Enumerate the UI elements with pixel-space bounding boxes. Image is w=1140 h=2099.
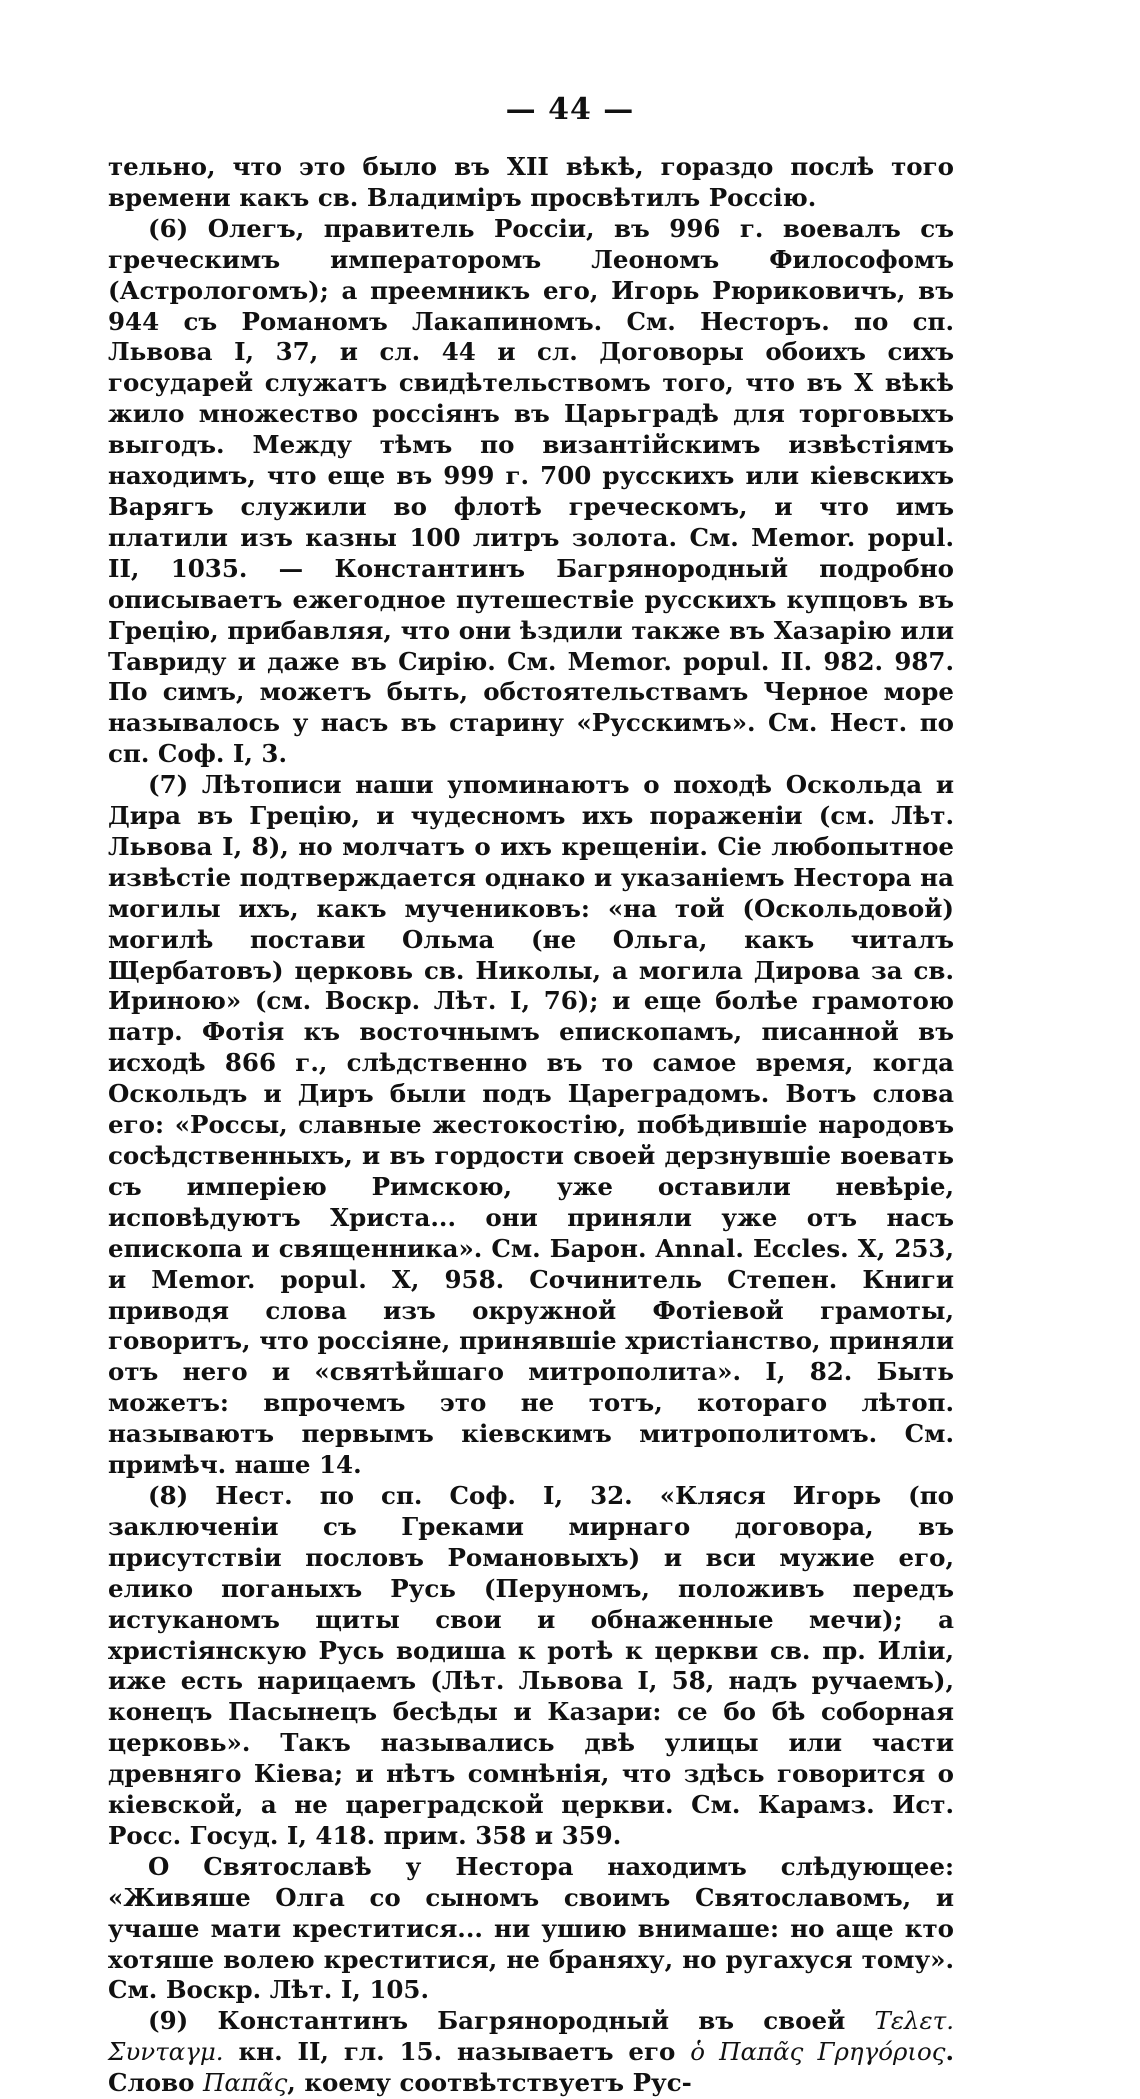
greek-word: Παπᾶς bbox=[203, 2068, 288, 2098]
paragraph-svyatoslav: О Святославѣ у Нестора находимъ слѣдующее: «Живяше Олга со сыномъ своимъ Святославомъ, и учаше мати креститися... ни ушию внимаше: но аще кто хотяше волею креститися, не браняху, но ругахуся тому». См. Воскр. Лѣт. I, 105. bbox=[108, 1851, 954, 2005]
text-body bbox=[108, 152, 954, 2099]
footnote-9-text-1: (9) Константинъ Багрянородный въ своей bbox=[148, 2006, 875, 2036]
page-number: — 44 — bbox=[505, 92, 635, 127]
footnote-9-text-4: , коему соотвѣтствуетъ Рус- bbox=[287, 2068, 692, 2098]
paragraph-continuation: тельно, что это было въ XII вѣкѣ, гораздо послѣ того времени какъ св. Владиміръ просвѣтилъ Россію. bbox=[108, 152, 954, 212]
footnote-9 bbox=[108, 2006, 954, 2099]
footnote-8: (8) Нест. по сп. Соф. I, 32. «Кляся Игорь (по заключеніи съ Греками мирнаго договора, въ присутствіи пословъ Романовыхъ) и вси мужие его, елико поганыхъ Русь (Перуномъ, положивъ передъ истуканомъ щиты свои и обнаженные мечи); а христіянскую Русь водиша к ротѣ к церкви св. пр. Иліи, иже есть нарицаемъ (Лѣт. Львова I, 58, надъ ручаемъ), конецъ Пасынецъ бесѣды и Казари: се бо бѣ соборная церковь». Такъ назывались двѣ улицы или части древняго Кіева; и нѣтъ сомнѣнія, что здѣсь говорится о кіевской, а не цареградской церкви. См. Карамз. Ист. Росс. Госуд. I, 418. прим. 358 и 359. bbox=[108, 1480, 954, 1850]
greek-name: ὁ Παπᾶς Γρηγόριος bbox=[690, 2037, 946, 2067]
greek-title: Τελετ. Συνταγμ. bbox=[108, 2006, 954, 2067]
footnote-9-text-3: . Слово bbox=[108, 2037, 954, 2098]
footnote-6: (6) Олегъ, правитель Россіи, въ 996 г. воевалъ съ греческимъ императоромъ Леономъ Философомъ (Астрологомъ); а преемникъ его, Игорь Рюриковичъ, въ 944 съ Романомъ Лакапиномъ. См. Несторъ. по сп. Львова I, 37, и сл. 44 и сл. Договоры обоихъ сихъ государей служатъ свидѣтельствомъ того, что въ X вѣкѣ жило множество россіянъ въ Царьградѣ для торговыхъ выгодъ. Между тѣмъ по византійскимъ извѣстіямъ находимъ, что еще въ 999 г. 700 русскихъ или кіевскихъ Варягъ служили во флотѣ греческомъ, и что имъ платили изъ казны 100 литръ золота. См. Memor. popul. II, 1035. — Константинъ Багрянородный подробно описываетъ ежегодное путешествіе русскихъ купцовъ въ Грецію, прибавляя, что они ѣздили также въ Хазарію или Тавриду и даже въ Сирію. См. Memor. popul. II. 982. 987. По симъ, можетъ быть, обстоятельствамъ Черное море называлось у насъ въ старину «Русскимъ». См. Нест. по сп. Соф. I, 3. bbox=[108, 213, 954, 769]
footnote-7: (7) Лѣтописи наши упоминаютъ о походѣ Оскольда и Дира въ Грецію, и чудесномъ ихъ пораженіи (см. Лѣт. Львова I, 8), но молчатъ о ихъ крещеніи. Сіе любопытное извѣстіе подтверждается однако и указаніемъ Нестора на могилы ихъ, какъ мучениковъ: «на той (Оскольдовой) могилѣ постави Ольма (не Ольга, какъ читалъ Щербатовъ) церковь св. Николы, а могила Дирова за св. Ириною» (см. Воскр. Лѣт. I, 76); и еще болѣе грамотою патр. Фотія къ восточнымъ епископамъ, писанной въ исходѣ 866 г., слѣдственно въ то самое время, когда Оскольдъ и Диръ были подъ Цареградомъ. Вотъ слова его: «Россы, славные жестокостію, побѣдившіе народовъ сосѣдственныхъ, и въ гордости своей дерзнувшіе воевать съ имперіею Римскою, уже оставили невѣріе, исповѣдуютъ Христа... они приняли уже отъ насъ епископа и священника». См. Барон. Annal. Eccles. X, 253, и Memor. popul. X, 958. Сочинитель Степен. Книги приводя слова изъ окружной Фотіевой грамоты, говоритъ, что россіяне, принявшіе христіанство, приняли отъ него и «святѣйшаго митрополита». I, 82. Быть можетъ: впрочемъ это не тотъ, котораго лѣтоп. называютъ первымъ кіевскимъ митрополитомъ. См. примѣч. наше 14. bbox=[108, 770, 954, 1480]
footnote-9-text-2: кн. II, гл. 15. называетъ его bbox=[223, 2037, 691, 2067]
